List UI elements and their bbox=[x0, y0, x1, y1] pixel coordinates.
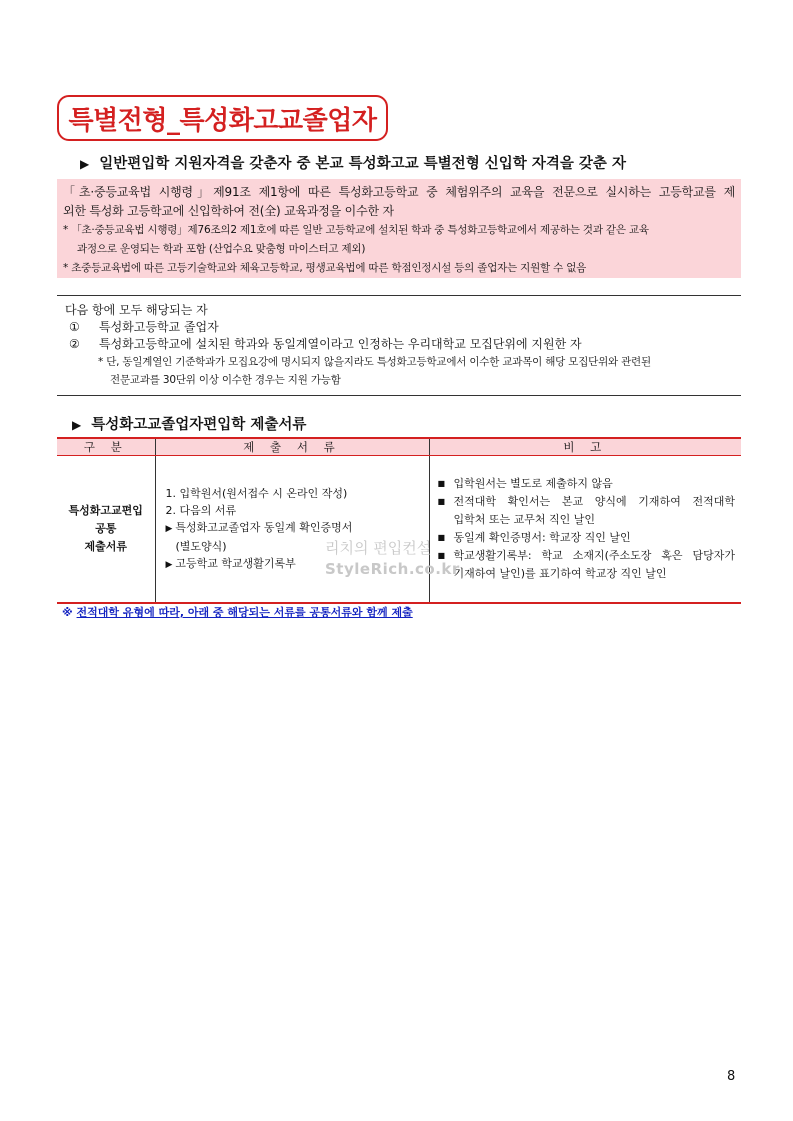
header-remarks: 비 고 bbox=[429, 438, 741, 456]
notice-line-1: 「초·중등교육법 시행령」제91조 제1항에 따른 특성화고등학교 중 체험위주의 교육을 전문으로 실시하는 고등학교를 제 bbox=[63, 185, 735, 199]
eligibility-sub-note-b: 전문교과를 30단위 이상 이수한 경우는 지원 가능함 bbox=[110, 374, 341, 386]
remark-item: ■ 동일계 확인증명서: 학교장 직인 날인 bbox=[438, 529, 736, 547]
remarks-cell bbox=[429, 456, 741, 604]
eligibility-sub-note-a: * 단, 동일계열인 기준학과가 모집요강에 명시되지 않을지라도 특성화고등학교에서 이수한 교과목이 해당 모집단위와 관련된 bbox=[98, 356, 651, 368]
footnote-text: 전적대학 유형에 따라, 아래 중 해당되는 서류를 공통서류와 함께 제출 bbox=[76, 606, 413, 619]
category-line: 특성화고교편입 bbox=[68, 504, 143, 517]
divider-top bbox=[57, 295, 741, 296]
eligibility-intro: 다음 항에 모두 해당되는 자 bbox=[65, 303, 208, 317]
category-line: 제출서류 bbox=[84, 540, 127, 553]
header-documents: 제 출 서 류 bbox=[155, 438, 429, 456]
document-item bbox=[166, 519, 429, 538]
document-item: 2. 다음의 서류 bbox=[165, 503, 237, 517]
document-item: 1. 입학원서(원서접수 시 온라인 작성) bbox=[165, 486, 348, 500]
documents-heading-text: 특성화고교졸업자편입학 제출서류 bbox=[91, 417, 307, 433]
eligibility-list bbox=[65, 302, 741, 389]
documents-table bbox=[57, 437, 741, 604]
category-cell bbox=[57, 456, 155, 604]
triangle-bullet-icon: ▶ bbox=[80, 157, 90, 171]
remark-item: ■ 입학원서는 별도로 제출하지 않음 bbox=[438, 475, 736, 493]
divider-bottom bbox=[57, 395, 741, 396]
item-text: 특성화고등학교 졸업자 bbox=[99, 320, 219, 334]
item-text: 특성화고등학교에 설치된 학과와 동일계열이라고 인정하는 우리대학교 모집단위에 지원한 자 bbox=[99, 337, 582, 351]
document-item: (별도양식) bbox=[175, 539, 227, 553]
page-number: 8 bbox=[727, 1069, 736, 1084]
page-title: 특별전형_특성화고교졸업자 bbox=[68, 105, 377, 136]
table-header-row bbox=[57, 438, 741, 456]
category-line: 공통 bbox=[95, 522, 117, 535]
remark-item: 기재하여 날인)를 표기하여 학교장 직인 날인 bbox=[453, 567, 667, 580]
header-category: 구 분 bbox=[57, 438, 155, 456]
document-item-text: 고등학교 학교생활기록부 bbox=[175, 556, 296, 570]
item-number: ② bbox=[69, 337, 80, 351]
watermark-line-2: StyleRich.co.kr bbox=[325, 560, 460, 578]
triangle-bullet-icon: ▶ bbox=[165, 559, 173, 570]
eligibility-heading bbox=[80, 152, 626, 173]
documents-cell bbox=[155, 456, 432, 604]
notice-note-2: * 초중등교육법에 따른 고등기술학교와 체육고등학교, 평생교육법에 따른 학점인정시설 등의 졸업자는 지원할 수 없음 bbox=[63, 262, 587, 274]
triangle-bullet-icon: ▶ bbox=[165, 523, 173, 534]
eligibility-item bbox=[65, 319, 741, 336]
watermark-line-1: 리치의 편입컨설 bbox=[325, 539, 432, 557]
triangle-bullet-icon: ▶ bbox=[72, 418, 82, 432]
notice-note-1b: 과정으로 운영되는 학과 포함 (산업수요 맞춤형 마이스터고 제외) bbox=[77, 243, 366, 255]
square-bullet-icon: ■ bbox=[437, 533, 446, 542]
eligibility-heading-text: 일반편입학 지원자격을 갖춘자 중 본교 특성화고교 특별전형 신입학 자격을 갖춘 자 bbox=[99, 156, 626, 172]
notice-box bbox=[57, 179, 741, 278]
table-row bbox=[57, 456, 741, 604]
notice-note-1a: * 「초·중등교육법 시행령」제76조의2 제1호에 따른 일반 고등학교에 설치된 학과 중 특성화고등학교에서 제공하는 것과 같은 교육 bbox=[63, 224, 649, 236]
document-item-text: 특성화고교졸업자 동일계 확인증명서 bbox=[175, 520, 353, 534]
remark-item: 입학처 또는 교무처 직인 날인 bbox=[453, 513, 595, 526]
square-bullet-icon: ■ bbox=[437, 497, 446, 506]
eligibility-item bbox=[65, 336, 741, 353]
notice-line-2: 외한 특성화 고등학교에 신입학하여 전(全) 교육과정을 이수한 자 bbox=[63, 204, 394, 218]
square-bullet-icon: ■ bbox=[437, 551, 446, 560]
remark-item: ■ 학교생활기록부: 학교 소재지(주소도장 혹은 담당자가 bbox=[438, 547, 736, 565]
footnote bbox=[62, 604, 413, 620]
item-number: ① bbox=[69, 320, 80, 334]
title-box bbox=[57, 95, 388, 141]
footnote-mark: ※ bbox=[62, 606, 73, 619]
square-bullet-icon: ■ bbox=[437, 479, 446, 488]
remark-item: ■ 전적대학 확인서는 본교 양식에 기재하여 전적대학 bbox=[438, 493, 736, 511]
documents-heading bbox=[72, 413, 306, 434]
